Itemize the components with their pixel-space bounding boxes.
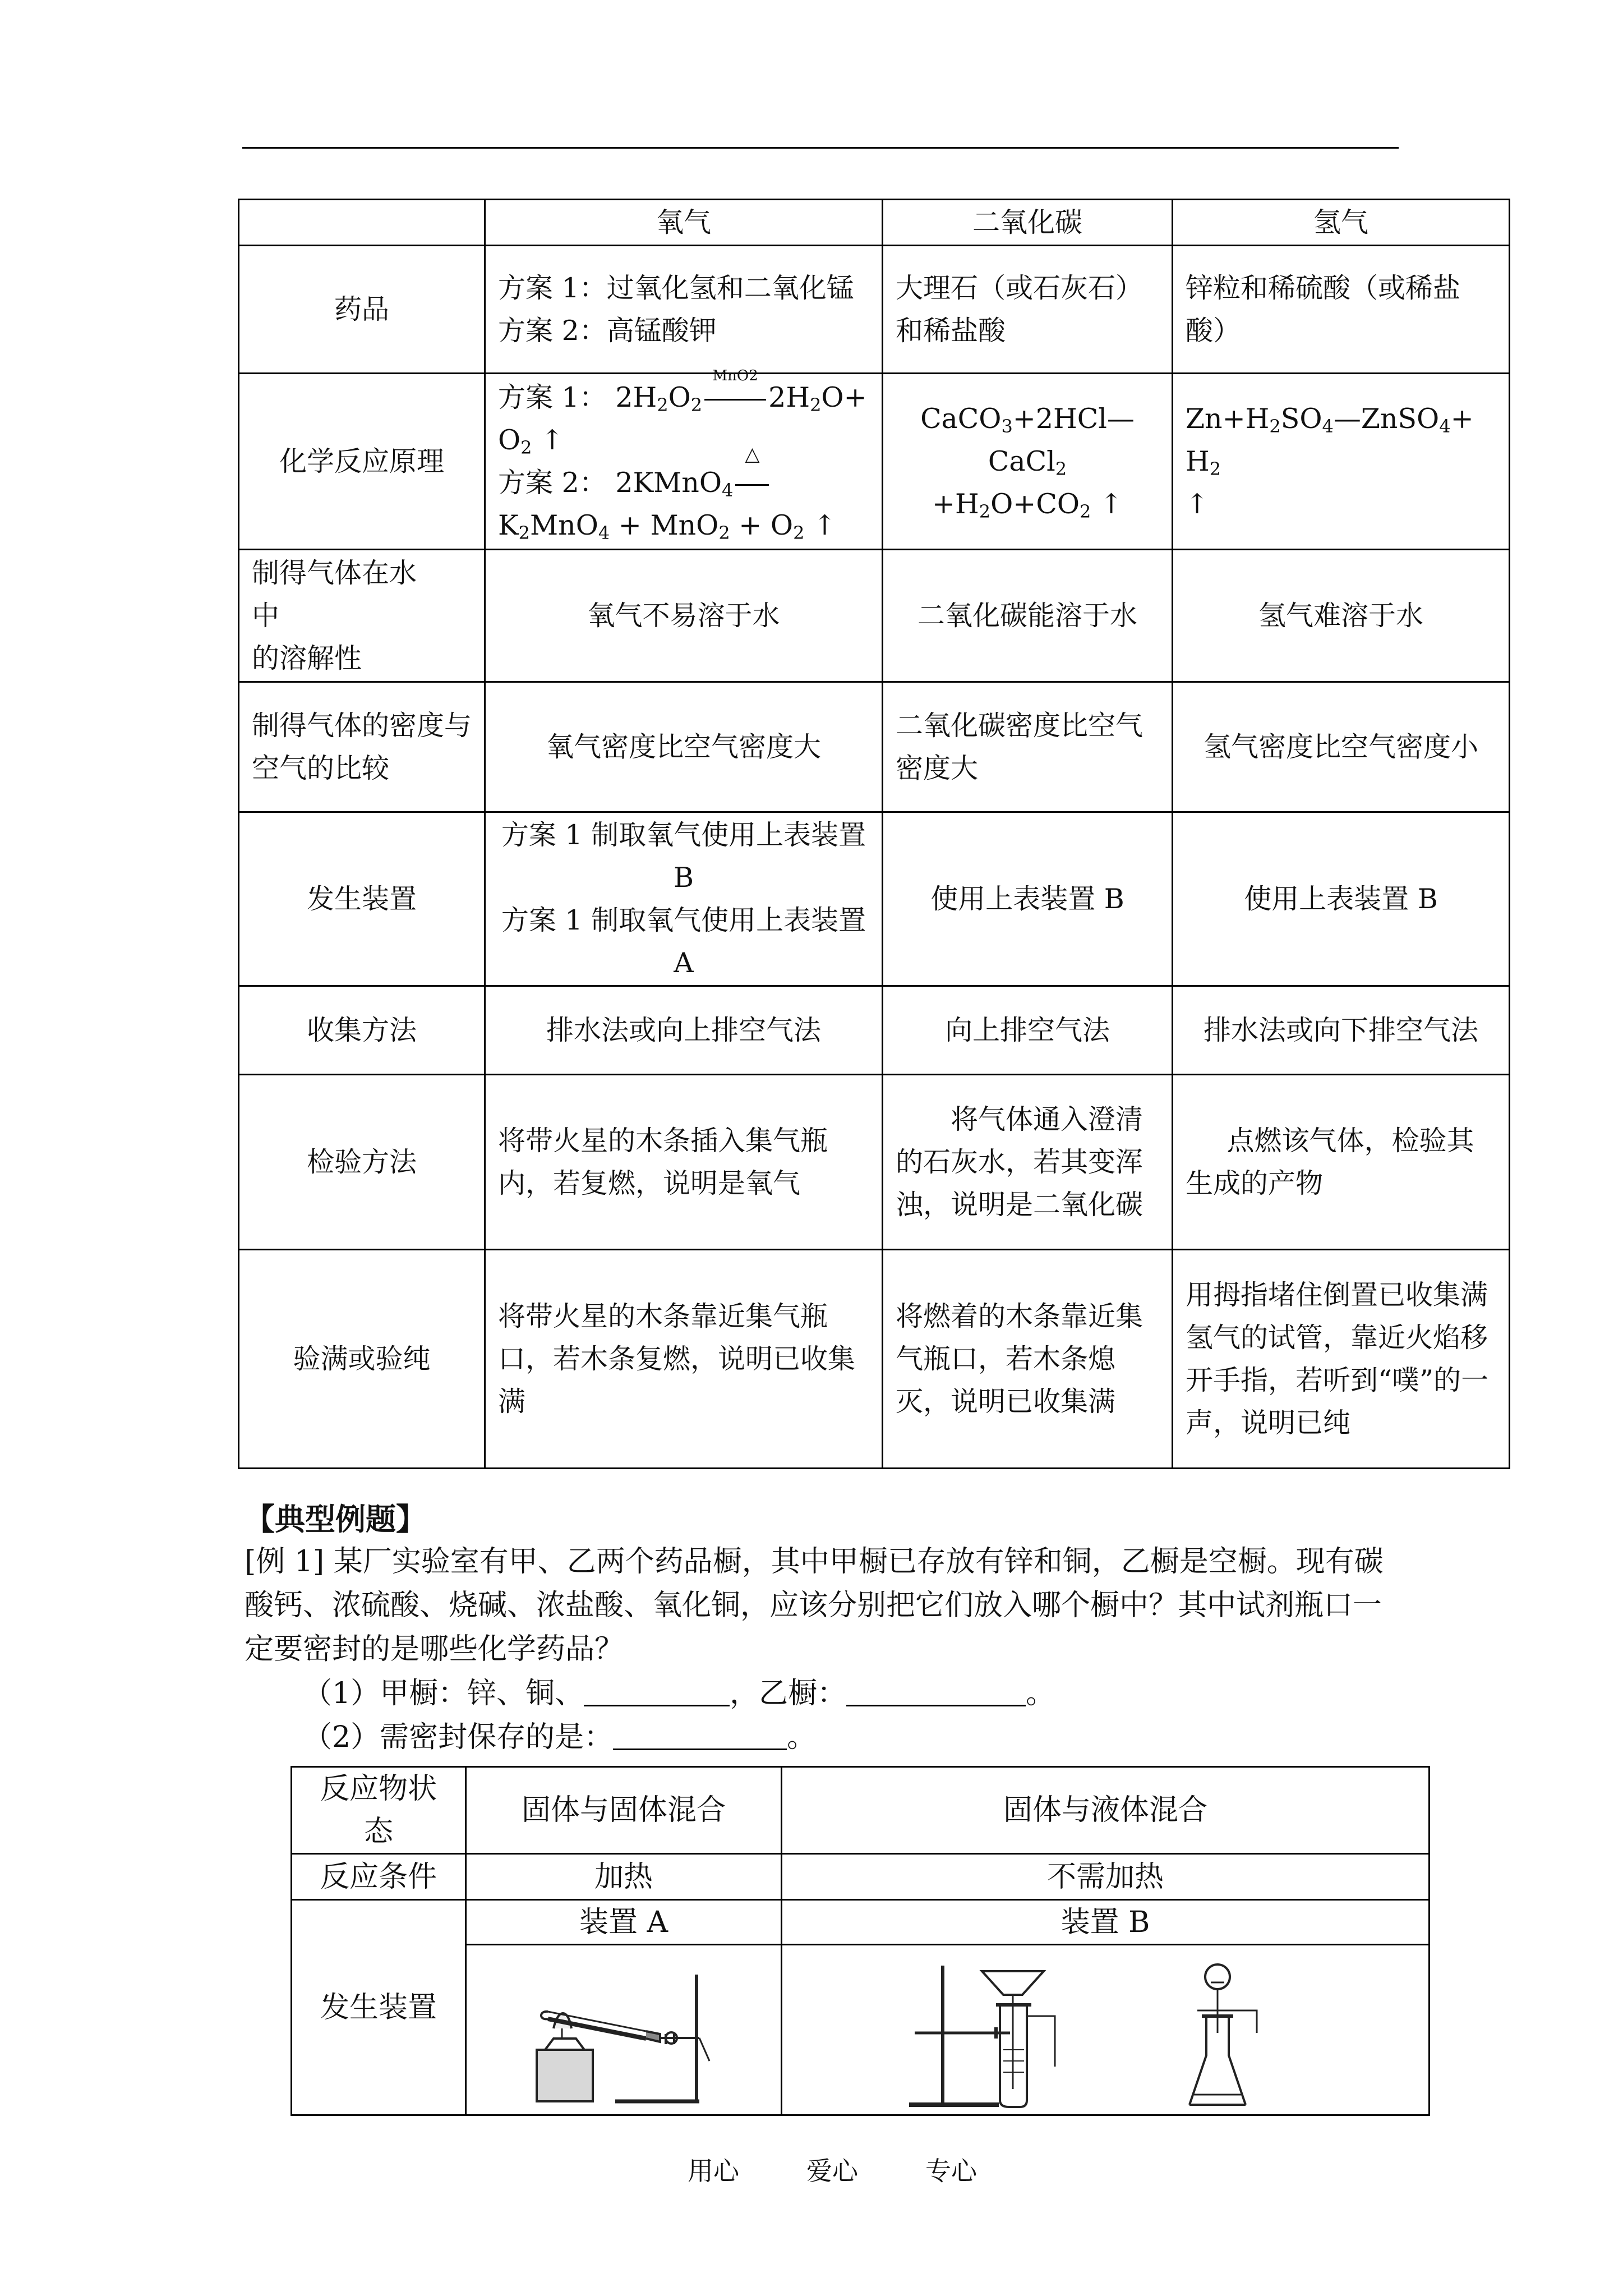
heated-test-tube-apparatus-icon [531, 1954, 716, 2106]
formula-line: 方案 1： $2H_2O_2$ MnO2 $2H_2O+$ [498, 376, 869, 419]
row-label: 发生装置 [239, 812, 485, 986]
page-footer [688, 2154, 1044, 2188]
table-row [239, 1250, 1510, 1469]
label-line: 态 [363, 1815, 393, 1848]
answer-blank-3[interactable] [613, 1717, 787, 1750]
table-cell: 氢气密度比空气密度小 [1173, 682, 1510, 812]
formula-line: $Zn+H_2SO_4—ZnSO_4+H_2$ [1186, 402, 1474, 480]
table-cell: 加热 [466, 1854, 782, 1900]
table-cell: 固体与液体混合 [782, 1767, 1430, 1854]
table-cell: 装置 A [466, 1900, 782, 1945]
formula-line: $K_2MnO_4 + MnO_2 + O_2$ ↑ [498, 509, 837, 544]
table-cell: 二氧化碳能溶于水 [883, 550, 1173, 682]
formula-line: 方案 2： 2KMnO$_4$ △ [498, 462, 869, 504]
answer-blank-1[interactable] [584, 1673, 730, 1706]
formula-line: CaCl$_2$ [988, 445, 1067, 480]
heat-arrow [733, 443, 771, 504]
heat-symbol: △ [745, 443, 760, 466]
table-cell [782, 1945, 1430, 2115]
table-row [239, 246, 1510, 374]
table-cell: 氧气不易溶于水 [485, 550, 883, 682]
table-row [239, 550, 1510, 682]
table-cell: 装置 B [782, 1900, 1430, 1945]
plan-prefix: 方案 1： [498, 381, 607, 413]
question-1-end: 。 [1026, 1677, 1055, 1710]
table-cell: 将燃着的木条靠近集气瓶口，若木条熄灭，说明已收集满 [883, 1250, 1173, 1469]
footer-text: 用心 [688, 2156, 739, 2186]
table-row [292, 1767, 1430, 1854]
funnel-apparatus-icon [859, 1949, 1352, 2111]
table-cell: 将带火星的木条靠近集气瓶口，若木条复燃，说明已收集满 [485, 1250, 883, 1469]
table-row [239, 986, 1510, 1075]
table-row [239, 812, 1510, 986]
row-label: 化学反应原理 [239, 374, 485, 550]
table-cell [883, 374, 1173, 550]
table-cell: 大理石（或石灰石）和稀盐酸 [883, 246, 1173, 374]
table-cell: 固体与固体混合 [466, 1767, 782, 1854]
table-cell: 锌粒和稀硫酸（或稀盐酸） [1173, 246, 1510, 374]
row-label [239, 550, 485, 682]
footer-text: 专心 [925, 2156, 977, 2186]
label-line: 制得气体在水 [252, 556, 417, 589]
formula-line: ↑ [1186, 487, 1209, 520]
table-header-cell: 氧气 [485, 200, 883, 246]
row-label: 反应条件 [292, 1854, 466, 1900]
table-cell: 使用上表装置 B [1173, 812, 1510, 986]
table-cell: 排水法或向下排空气法 [1173, 986, 1510, 1075]
table-cell: 不需加热 [782, 1854, 1430, 1900]
table-row [239, 682, 1510, 812]
answer-blank-2[interactable] [846, 1673, 1026, 1706]
table-cell [485, 812, 883, 986]
row-label: 制得气体的密度与空气的比较 [239, 682, 485, 812]
table-cell: 将气体通入澄清的石灰水，若其变浑浊，说明是二氧化碳 [883, 1075, 1173, 1250]
table-cell: 将带火星的木条插入集气瓶内，若复燃，说明是氧气 [485, 1075, 883, 1250]
table-header-row [239, 200, 1510, 246]
table-header-cell [239, 200, 485, 246]
table-cell [466, 1945, 782, 2115]
label-line: 中 [252, 599, 280, 632]
catalyst-label: MnO2 [712, 367, 758, 384]
table-row [239, 1075, 1510, 1250]
table-cell [485, 367, 883, 550]
formula-line: $+H_2O+CO_2$ ↑ [932, 487, 1123, 522]
row-label: 发生装置 [292, 1900, 466, 2115]
table-row [292, 1854, 1430, 1900]
table-cell: 氧气密度比空气密度大 [485, 682, 883, 812]
cell-line: 方案 2：高锰酸钾 [498, 314, 717, 347]
table-cell: 氢气难溶于水 [1173, 550, 1510, 682]
row-label: 药品 [239, 246, 485, 374]
table-cell [485, 246, 883, 374]
table-cell: 排水法或向上排空气法 [485, 986, 883, 1075]
formula-line: $O_2$ ↑ [498, 424, 564, 458]
cell-line: 方案 1 制取氧气使用上表装置 A [501, 904, 866, 979]
table-cell: 二氧化碳密度比空气密度大 [883, 682, 1173, 812]
question-2-end: 。 [787, 1720, 817, 1754]
footer-text: 爱心 [806, 2156, 858, 2186]
table-cell: 向上排空气法 [883, 986, 1173, 1075]
table-header-cell: 氢气 [1173, 200, 1510, 246]
table-cell: 用拇指堵住倒置已收集满氢气的试管，靠近火焰移开手指，若听到“噗”的一声，说明已纯 [1173, 1250, 1510, 1469]
header-rule [242, 147, 1399, 149]
cell-line: 方案 1 制取氧气使用上表装置 B [501, 818, 866, 894]
question-1-mid: ，乙橱： [730, 1677, 847, 1710]
row-label: 收集方法 [239, 986, 485, 1075]
section-title: 【典型例题】 [245, 1501, 426, 1537]
example-question: [例 1] 某厂实验室有甲、乙两个药品橱，其中甲橱已存放有锌和铜，乙橱是空橱。现有碳酸钙、浓硫酸、烧碱、浓盐酸、氧化铜，应该分别把它们放入哪个橱中？其中试剂瓶口一定要密封的是哪些化学药品？ [245, 1545, 1384, 1666]
cell-line: 方案 1：过氧化氢和二氧化锰 [498, 272, 854, 304]
question-1 [303, 1672, 1055, 1715]
question-1-prefix: （1）甲橱：锌、铜、 [303, 1677, 584, 1710]
row-label: 检验方法 [239, 1075, 485, 1250]
row-label: 验满或验纯 [239, 1250, 485, 1469]
table-cell [1173, 374, 1510, 550]
table-row [239, 374, 1510, 550]
table-row [292, 1900, 1430, 1945]
apparatus-table [291, 1766, 1430, 2116]
label-line: 反应物状 [320, 1772, 437, 1806]
question-2-prefix: （2）需密封保存的是： [303, 1720, 614, 1754]
table-header-cell: 二氧化碳 [883, 200, 1173, 246]
table-cell: 使用上表装置 B [883, 812, 1173, 986]
question-2 [303, 1715, 816, 1759]
plan-prefix: 方案 2： [498, 466, 607, 499]
catalyst-arrow [702, 367, 768, 419]
gas-preparation-table [238, 199, 1510, 1469]
table-cell: 点燃该气体，检验其生成的产物 [1173, 1075, 1510, 1250]
formula-line: CaCO$_3$+2HCl— [920, 402, 1135, 437]
label-line: 的溶解性 [252, 642, 362, 674]
row-label [292, 1767, 466, 1854]
